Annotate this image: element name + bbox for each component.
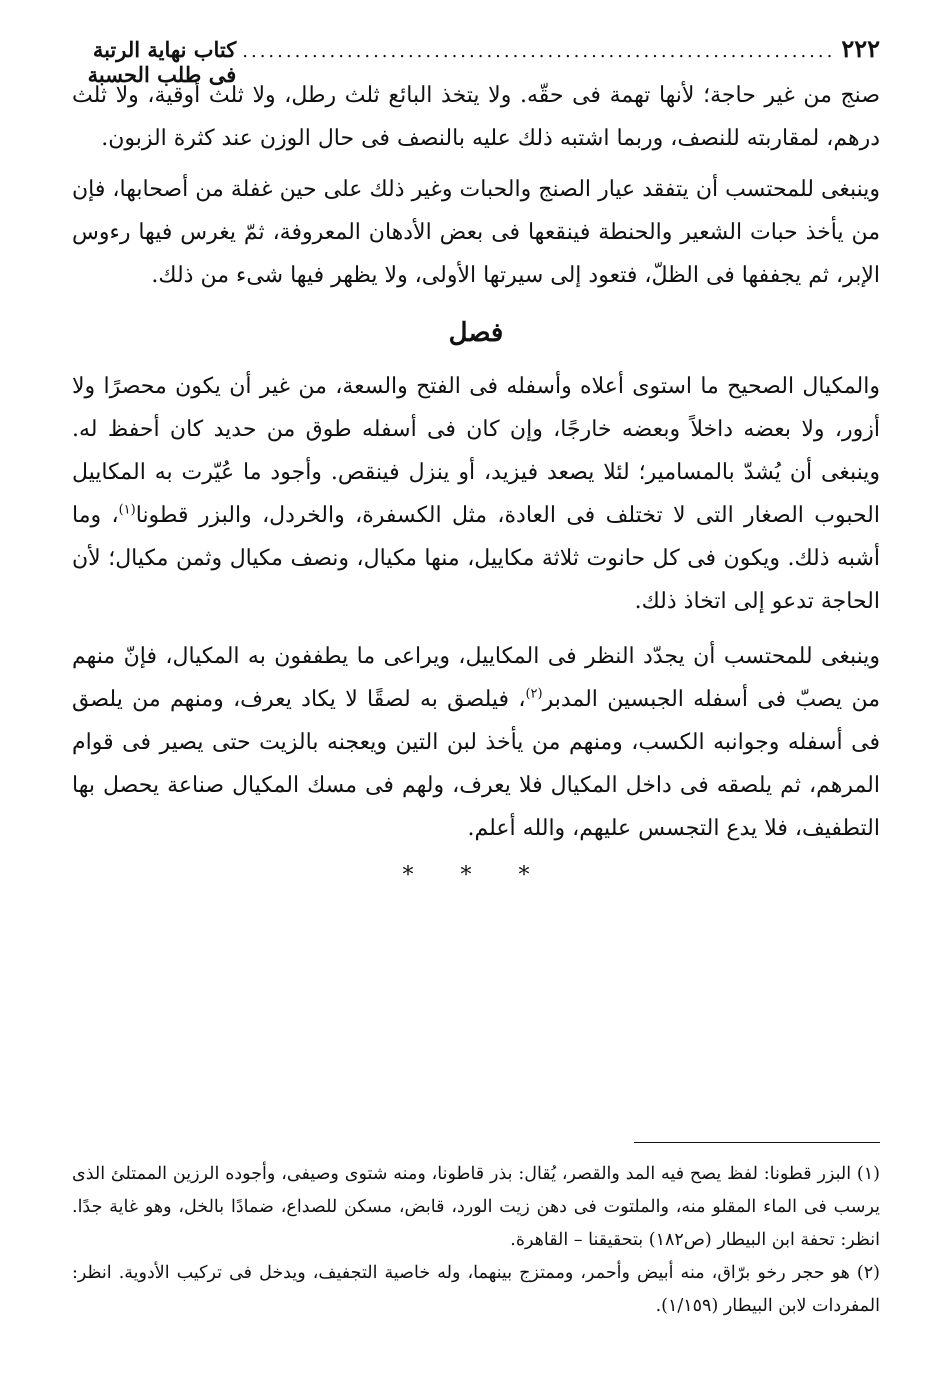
paragraph-3-text-a: والمكيال الصحيح ما استوى أعلاه وأسفله فى الفتح والسعة، من غير أن يكون محصرًا ولا أزور، ولا بعضه داخلاً وبعضه خارجًا، وإن كان فى أسفله طوق من حديد كان أحفظ له. وينبغى أن يُشدّ بالمسامير؛ لئلا يصعد فيزيد، أو ينزل فينقص. وأجود ما عُيّرت به المكاييل الحبوب الصغار التى لا تختلف فى العادة، مثل الكسفرة، والخردل، والبزر قطونا [72, 374, 880, 528]
footnote-1: (١) البزر قطونا: لفظ يصح فيه المد والقصر، يُقال: بذر قاطونا، ومنه شتوى وصيفى، وأجوده الرزين الممتلئ الذى يرسب فى الماء المقلو منه، والملتوت فى دهن زيت الورد، قابض، مسكن للصداع، ضمادًا بالخل، وهو غاية جدًا. انظر: تحفة ابن البيطار (ص١٨٢) بتحقيقنا – القاهرة. [72, 1164, 880, 1250]
footnotes [72, 1158, 880, 1323]
header-leader-dots: .................................................................... [242, 41, 836, 62]
page-number: ٢٢٢ [841, 34, 880, 63]
running-header [72, 34, 880, 87]
footnote-ref-2: (٢) [525, 686, 543, 702]
paragraph-4-text-b: ، فيلصق به لصقًا لا يكاد يعرف، ومنهم من يلصق فى أسفله وجوانبه الكسب، ومنهم من يأخذ لبن التين ويعجنه بالزيت حتى يصير فى قوام المرهم، ثم يلصقه فى داخل المكيال فلا يعرف، ولهم فى مسك المكيال صناعة يحصل بها التطفيف، فلا يدع التجسس عليهم، والله أعلم. [72, 687, 880, 841]
paragraph-4 [72, 635, 880, 850]
footnote-2: (٢) هو حجر رخو برّاق، منه أبيض وأحمر، وممتزج بينهما، وله خاصية التجفيف، ويدخل فى تركيب الأدوية. انظر: المفردات لابن البيطار (١/١٥٩). [72, 1263, 880, 1316]
paragraph-4-text-a: وينبغى للمحتسب أن يجدّد النظر فى المكاييل، ويراعى ما يطففون به المكيال، فإنّ منهم من يصبّ فى أسفله الجبسين المدبر [72, 644, 880, 712]
footnote-ref-1: (١) [118, 502, 136, 518]
paragraph-3-text-b: ، وما أشبه ذلك. ويكون فى كل حانوت ثلاثة مكاييل، منها مكيال، ونصف مكيال وثمن مكيال؛ لأن الحاجة تدعو إلى اتخاذ ذلك. [72, 503, 880, 614]
paragraph-2: وينبغى للمحتسب أن يتفقد عيار الصنج والحبات وغير ذلك على حين غفلة من أصحابها، فإن من يأخذ حبات الشعير والحنطة فينقعها فى بعض الأدهان المعروفة، ثمّ يغرس فيها رءوس الإبر، ثم يجففها فى الظلّ، فتعود إلى سيرتها الأولى، ولا يظهر فيها شىء من ذلك. [72, 177, 880, 288]
book-page [72, 34, 880, 1354]
running-title: كتاب نهاية الرتبة فى طلب الحسبة [87, 37, 237, 87]
paragraph-1: صنج من غير حاجة؛ لأنها تهمة فى حقّه. ولا يتخذ البائع ثلث رطل، ولا ثلث أوقية، ولا ثلث درهم، لمقاربته للنصف، وربما اشتبه ذلك عليه بالنصف فى حال الوزن عند كثرة الزبون. [72, 83, 880, 151]
paragraph-3 [72, 365, 880, 623]
section-end-ornament: * * * [402, 863, 550, 888]
footnote-separator [634, 1142, 880, 1143]
section-heading: فصل [448, 318, 504, 348]
